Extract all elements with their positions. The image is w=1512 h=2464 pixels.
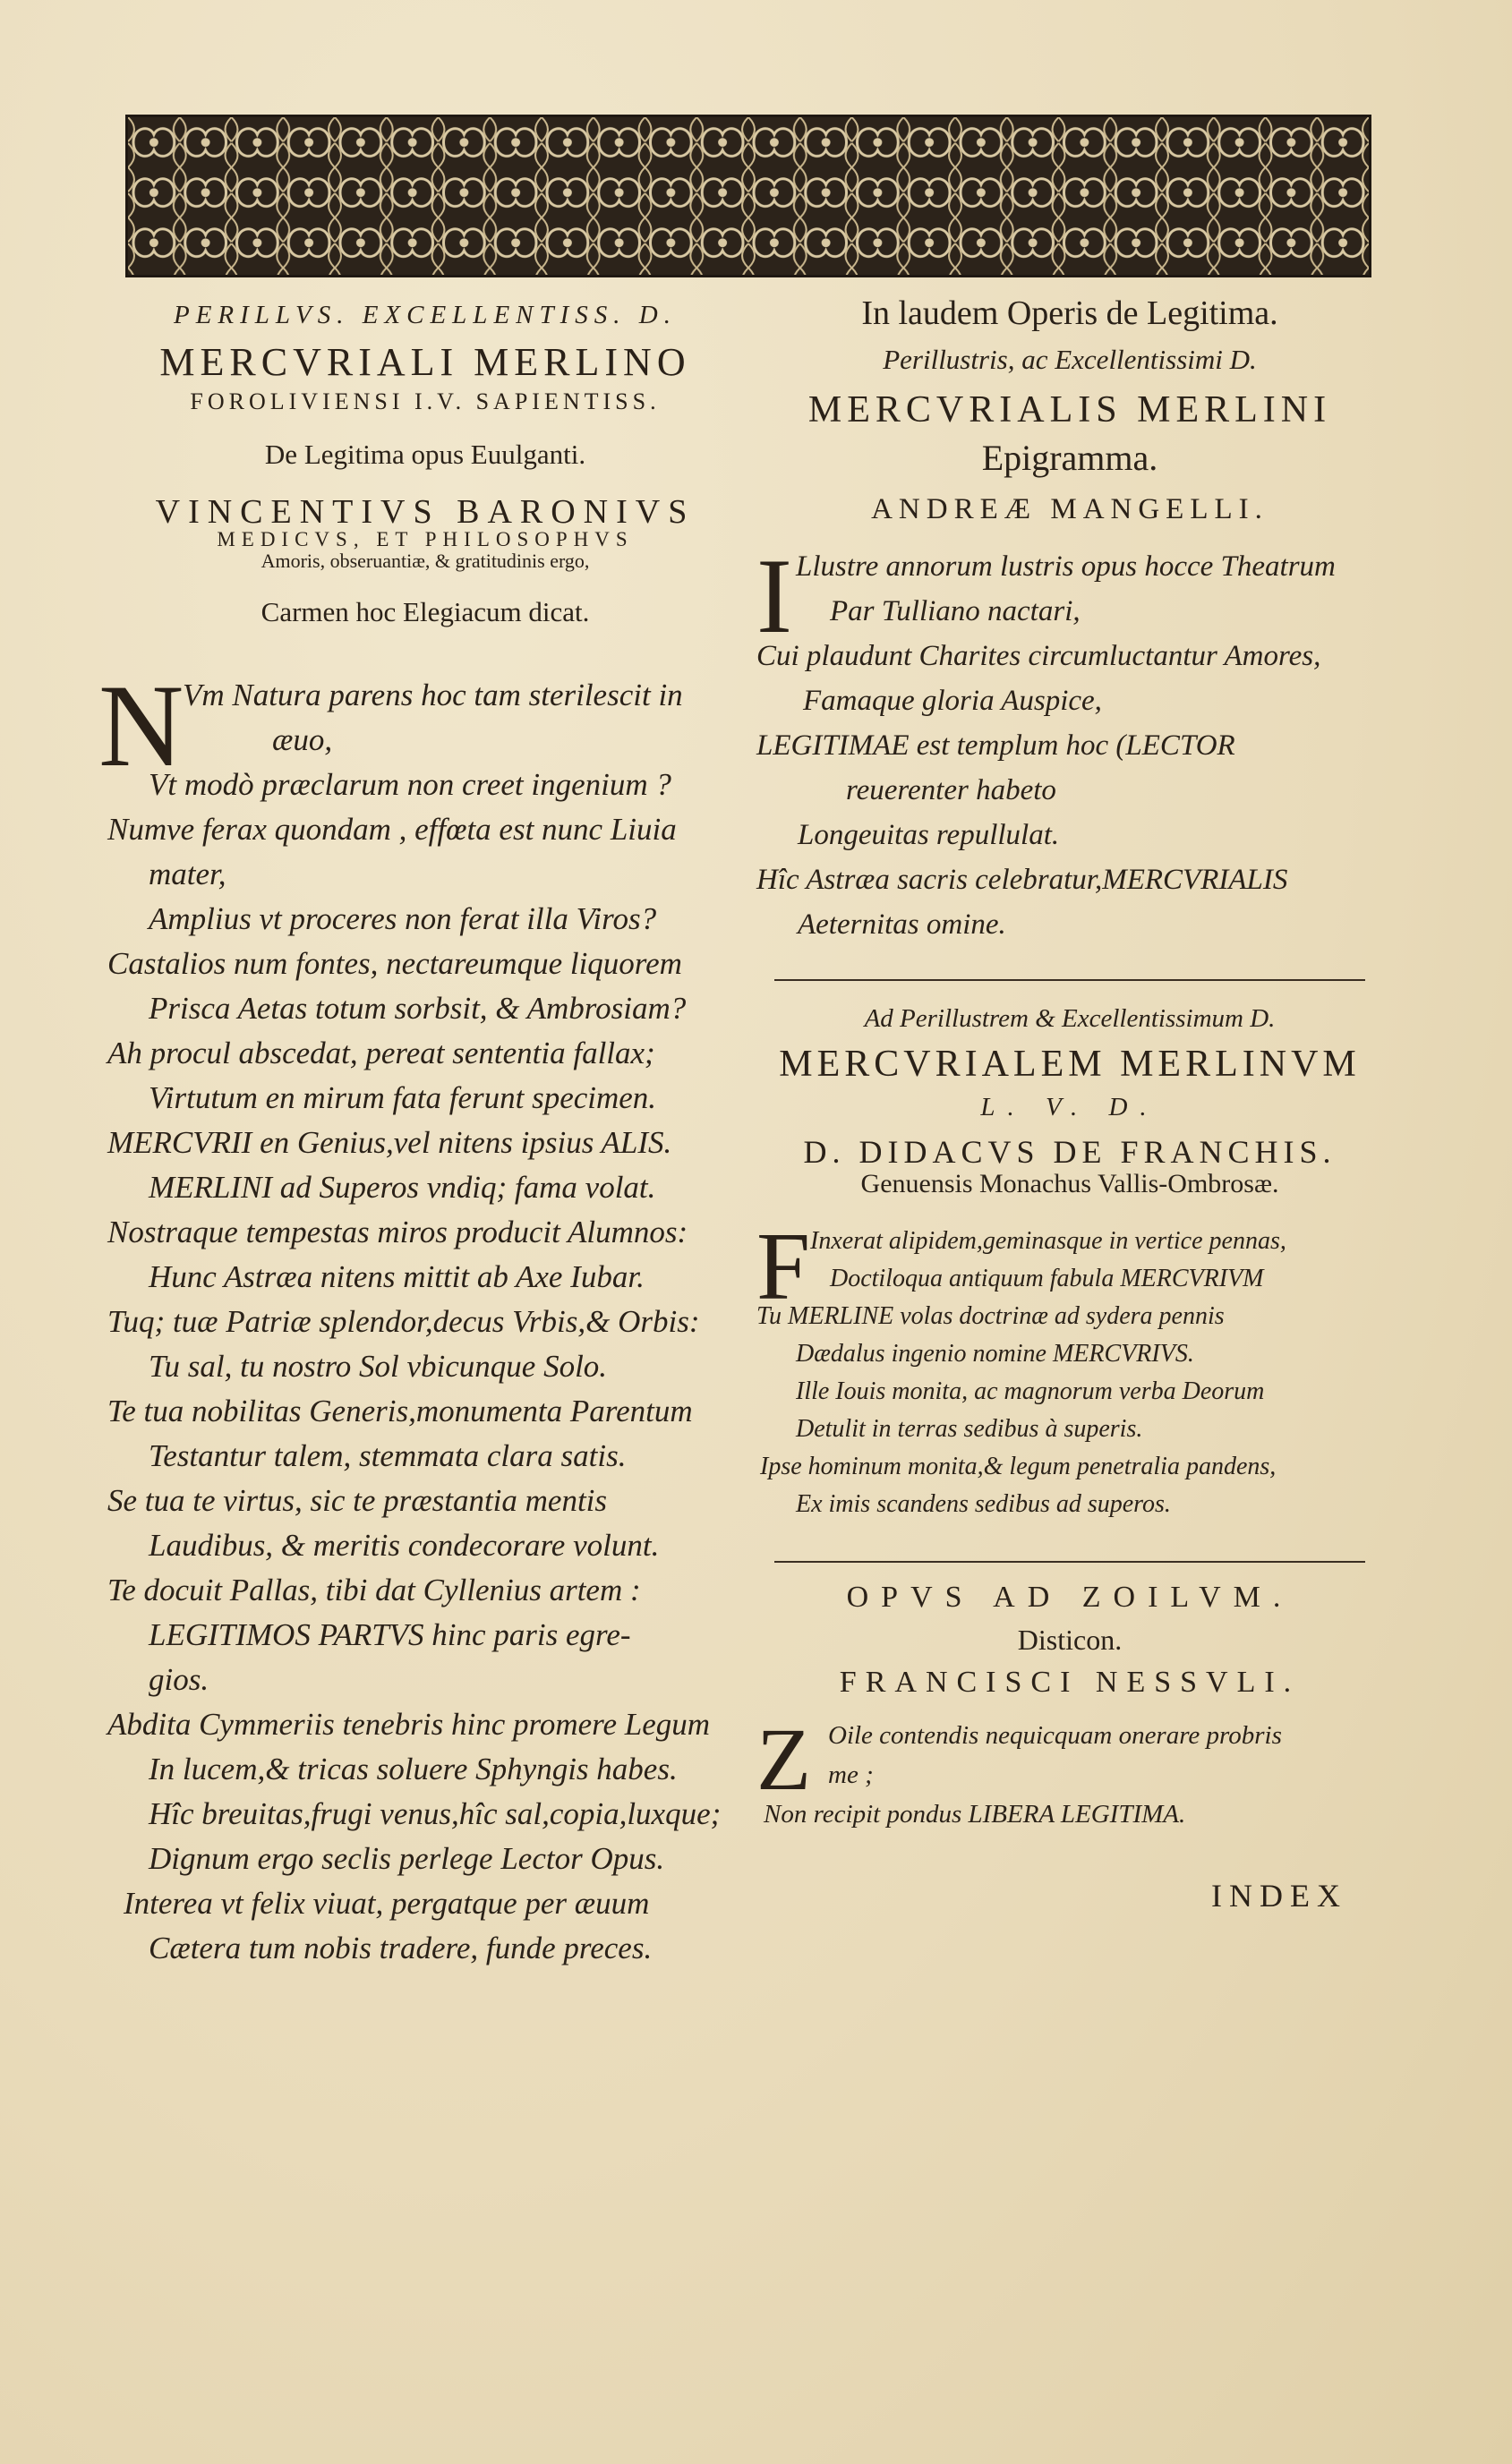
verse-line: Tu sal, tu nostro Sol vbicunque Solo.	[149, 1349, 608, 1384]
sec2-line-3: L. V. D.	[980, 1093, 1159, 1121]
verse-line: Tuq; tuæ Patriæ splendor,decus Vrbis,& Orbis:	[107, 1304, 700, 1339]
dropcap-z: Z	[756, 1709, 812, 1809]
verse-line: Tu MERLINE volas doctrinæ ad sydera pennis	[756, 1302, 1225, 1330]
verse-line: Te tua nobilitas Generis,monumenta Parentum	[107, 1394, 693, 1428]
dropcap-f: F	[756, 1214, 811, 1320]
verse-line: Famaque gloria Auspice,	[803, 685, 1102, 717]
right-title-2: Perillustris, ac Excellentissimi D.	[883, 344, 1257, 375]
verse-line: Ah procul abscedat, pereat sententia fallax;	[107, 1036, 655, 1070]
verse-line: Longeuitas repullulat.	[798, 819, 1060, 851]
dropcap-n: N	[98, 660, 184, 791]
right-title-3: MERCVRIALIS MERLINI	[807, 389, 1332, 431]
verse-line: LEGITIMAE est templum hoc (LECTOR	[756, 729, 1235, 762]
sec3-sub: Disticon.	[1017, 1624, 1123, 1656]
verse-line: Te docuit Pallas, tibi dat Cyllenius artem :	[107, 1573, 641, 1607]
sec2-line-1: Ad Perillustrem & Excellentissimum D.	[864, 1004, 1276, 1033]
verse-line: me ;	[828, 1761, 874, 1789]
left-heading-3: FOROLIVIENSI I.V. SAPIENTISS.	[190, 388, 661, 414]
verse-line: Ille Iouis monita, ac magnorum verba Deorum	[796, 1377, 1265, 1405]
verse-line: Vt modò præclarum non creet ingenium ?	[149, 767, 671, 802]
left-column	[98, 294, 752, 1971]
left-author: VINCENTIVS BARONIVS	[155, 493, 696, 531]
verse-line: Hîc Astræa sacris celebratur,MERCVRIALIS	[756, 864, 1288, 896]
left-author-title: MEDICVS, ET PHILOSOPHVS	[217, 528, 634, 550]
verse-line: Oile contendis nequicquam onerare probris	[828, 1721, 1282, 1750]
verse-line: Testantur talem, stemmata clara satis.	[149, 1438, 627, 1473]
verse-line: Cætera tum nobis tradere, funde preces.	[149, 1931, 653, 1965]
sec2-author-note: Genuensis Monachus Vallis-Ombrosæ.	[860, 1169, 1279, 1198]
verse-line: MERCVRII en Genius,vel nitens ipsius ALIS.	[107, 1125, 672, 1160]
section-divider	[774, 979, 1365, 981]
verse-line: Hîc breuitas,frugi venus,hîc sal,copia,luxque;	[149, 1796, 722, 1831]
left-poem	[98, 660, 752, 1971]
verse-line: Non recipit pondus LIBERA LEGITIMA.	[764, 1800, 1186, 1829]
verse-line: Amplius vt proceres non ferat illa Viros?	[149, 901, 657, 936]
right-author-1: ANDREÆ MANGELLI.	[871, 493, 1269, 525]
left-heading-1: PERILLVS. EXCELLENTISS. D.	[174, 301, 677, 329]
verse-line: Se tua te virtus, sic te præstantia mentis	[107, 1483, 608, 1518]
verse-line: Ex imis scandens sedibus ad superos.	[796, 1490, 1171, 1518]
verse-line: Dignum ergo seclis perlege Lector Opus.	[149, 1841, 665, 1876]
verse-line: Vm Natura parens hoc tam sterilescit in	[183, 678, 683, 712]
right-poem-3	[756, 1709, 1383, 1834]
verse-line: MERLINI ad Superos vndiq; fama volat.	[149, 1170, 656, 1205]
right-poem-2	[756, 1214, 1383, 1523]
verse-line: In lucem,& tricas soluere Sphyngis habes.	[149, 1752, 678, 1786]
right-poem-1	[756, 536, 1383, 947]
sec2-line-2: MERCVRIALEM MERLINVM	[779, 1044, 1361, 1085]
dropcap-i: I	[756, 536, 792, 655]
verse-line: Doctiloqua antiquum fabula MERCVRIVM	[830, 1265, 1264, 1292]
verse-line: Interea vt felix viuat, pergatque per æuum	[124, 1886, 650, 1921]
left-dedication: Carmen hoc Elegiacum dicat.	[261, 596, 590, 627]
verse-line: Virtutum en mirum fata ferunt specimen.	[149, 1080, 657, 1115]
right-title-4: Epigramma.	[981, 438, 1158, 478]
verse-line: Cui plaudunt Charites circumluctantur Amores,	[756, 640, 1321, 672]
sec3-author: FRANCISCI NESSVLI.	[839, 1666, 1301, 1699]
left-author-note: Amoris, obseruantiæ, & gratitudinis ergo,	[261, 550, 590, 572]
catchword: INDEX	[1211, 1878, 1347, 1914]
verse-line: Par Tulliano nactari,	[830, 595, 1081, 627]
verse-line: Nostraque tempestas miros producit Alumnos:	[107, 1215, 688, 1249]
verse-line: Abdita Cymmeriis tenebris hinc promere Legum	[107, 1707, 711, 1742]
right-column	[756, 294, 1383, 1914]
ornamental-headpiece	[125, 115, 1371, 277]
verse-line: Numve ferax quondam , effœta est nunc Liuia	[107, 812, 677, 847]
verse-line: Detulit in terras sedibus à superis.	[796, 1415, 1143, 1443]
verse-line: LEGITIMOS PARTVS hinc paris egre-	[149, 1617, 631, 1652]
verse-line: gios.	[149, 1662, 209, 1697]
verse-line: mater,	[149, 857, 226, 891]
section-divider	[774, 1561, 1365, 1563]
verse-line: Ipse hominum monita,& legum penetralia pandens,	[760, 1453, 1277, 1480]
verse-line: Hunc Astræa nitens mittit ab Axe Iubar.	[149, 1259, 645, 1294]
verse-line: reuerenter habeto	[846, 774, 1056, 806]
verse-line: Inxerat alipidem,geminasque in vertice pennas,	[810, 1227, 1286, 1255]
verse-line: Llustre annorum lustris opus hocce Theatrum	[796, 550, 1336, 583]
verse-line: Aeternitas omine.	[798, 908, 1006, 941]
verse-line: Prisca Aetas totum sorbsit, & Ambrosiam?	[149, 991, 687, 1026]
right-title-1: In laudem Operis de Legitima.	[861, 294, 1278, 332]
left-heading-4: De Legitima opus Euulganti.	[264, 439, 586, 470]
left-heading-2: MERCVRIALI MERLINO	[159, 340, 691, 384]
verse-line: Castalios num fontes, nectareumque liquorem	[107, 946, 682, 981]
verse-line: Laudibus, & meritis condecorare volunt.	[149, 1528, 660, 1563]
sec3-title: OPVS AD ZOILVM.	[846, 1581, 1294, 1614]
sec2-author: D. DIDACVS DE FRANCHIS.	[803, 1134, 1337, 1170]
verse-line: Dædalus ingenio nomine MERCVRIVS.	[796, 1340, 1194, 1368]
verse-line: æuo,	[272, 722, 333, 757]
